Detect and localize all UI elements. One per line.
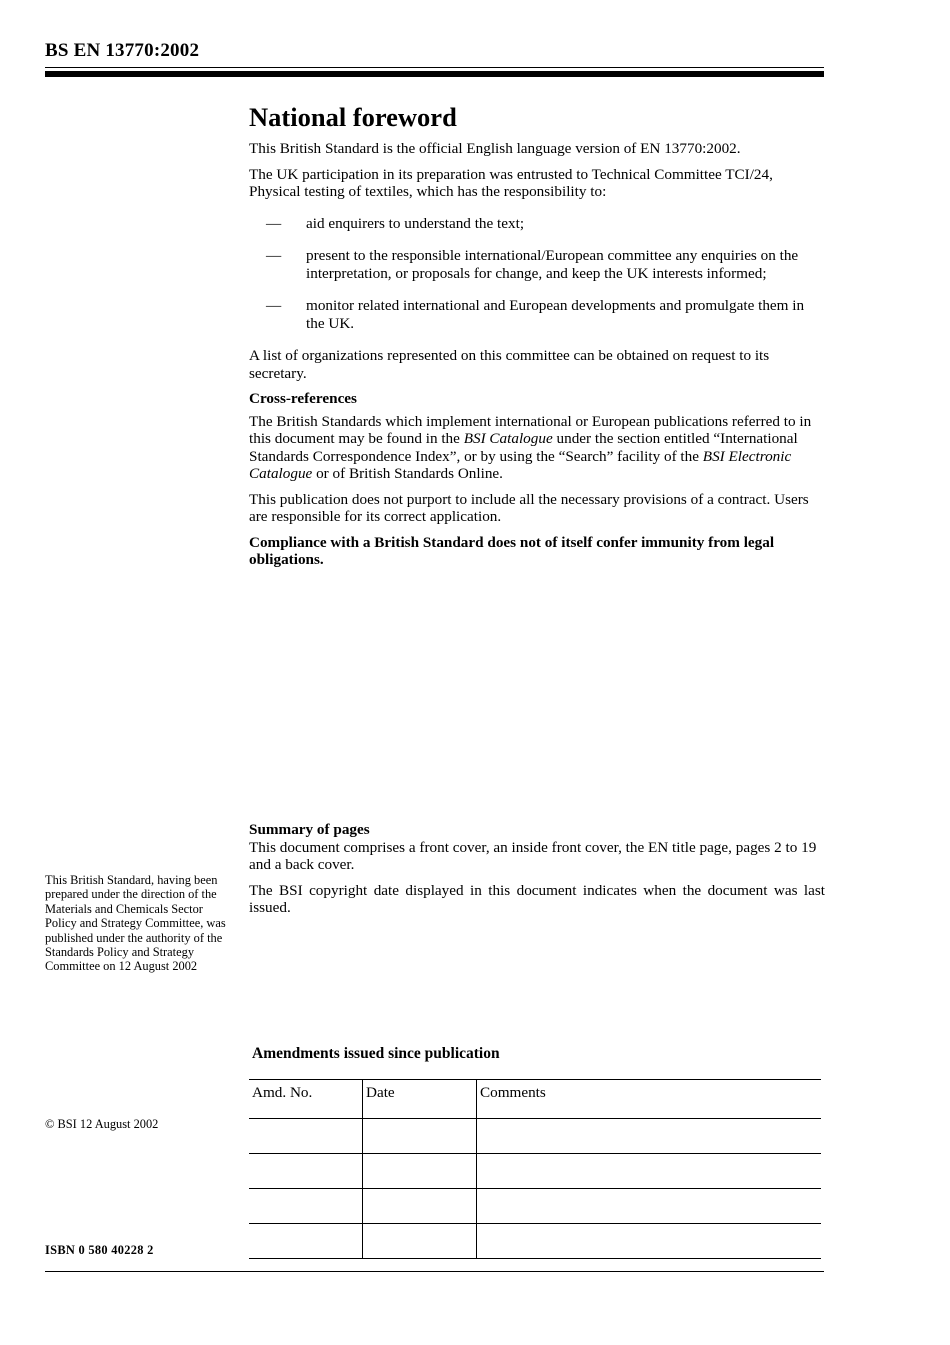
copyright-date-paragraph: The BSI copyright date displayed in this document indicates when the document was last issued.	[249, 881, 825, 916]
bsi-catalogue-ref: BSI Catalogue	[463, 430, 553, 447]
dash-marker: —	[266, 214, 282, 232]
cross-ref-text-2: under the section entitled “International Standards Correspondence Index”, or by using the “Search” facility of the	[249, 430, 798, 465]
table-cell	[477, 1189, 822, 1224]
summary-paragraph: This document comprises a front cover, an inside front cover, the EN title page, pages 2 to 19 and a back cover.	[249, 838, 817, 873]
table-row	[249, 1119, 821, 1154]
list-item	[249, 215, 825, 233]
table-cell	[477, 1154, 822, 1189]
isbn: ISBN 0 580 40228 2	[45, 1243, 154, 1257]
summary-section	[249, 821, 825, 925]
table-cell	[249, 1154, 363, 1189]
table-row	[249, 1189, 821, 1224]
table-cell	[477, 1224, 822, 1259]
header-rule-thick	[45, 71, 824, 77]
list-item-text: aid enquirers to understand the text;	[306, 214, 525, 232]
document-code: BS EN 13770:2002	[45, 40, 200, 61]
table-cell	[363, 1119, 477, 1154]
column-header-comments: Comments	[477, 1080, 822, 1119]
responsibility-list	[249, 215, 825, 333]
table-row	[249, 1154, 821, 1189]
participation-paragraph: The UK participation in its preparation was entrusted to Technical Committee TCI/24, Physical testing of textiles, which has the responsibility to:	[249, 165, 773, 200]
cross-ref-text-1: The British Standards which implement international or European publications referred to in this document may be found in the	[249, 412, 812, 447]
intro-paragraph: This British Standard is the official English language version of EN 13770:2002.	[249, 140, 741, 157]
copyright-notice: © BSI 12 August 2002	[45, 1117, 159, 1131]
column-header-date: Date	[363, 1080, 477, 1119]
table-cell	[249, 1189, 363, 1224]
bsi-electronic-catalogue-ref: BSI Electronic Catalogue	[249, 447, 792, 482]
list-item-text: present to the responsible international/European committee any enquiries on the interpretation, or proposals for change, and keep the UK interests informed;	[306, 247, 799, 282]
amendments-title: Amendments issued since publication	[252, 1045, 500, 1062]
foreword-section	[249, 100, 825, 577]
table-cell	[363, 1189, 477, 1224]
column-header-amd-no: Amd. No.	[249, 1080, 363, 1119]
list-item	[249, 297, 825, 332]
page-title: National foreword	[249, 102, 457, 132]
publication-side-note: This British Standard, having been prepared under the direction of the Materials and Chemicals Sector Policy and Strategy Committee, was published under the authority of the Standards Policy and Strategy Committee on 12 August 2002	[45, 873, 226, 974]
cross-references-heading: Cross-references	[249, 390, 357, 407]
table-cell	[363, 1224, 477, 1259]
table-cell	[249, 1119, 363, 1154]
header-rule-thin	[45, 67, 824, 68]
organizations-paragraph: A list of organizations represented on this committee can be obtained on request to its secretary.	[249, 347, 770, 382]
table-cell	[363, 1154, 477, 1189]
footer-rule	[45, 1271, 824, 1272]
table-row	[249, 1224, 821, 1259]
list-item-text: monitor related international and European developments and promulgate them in the UK.	[306, 297, 805, 332]
amendments-table	[249, 1079, 821, 1259]
provisions-paragraph: This publication does not purport to include all the necessary provisions of a contract. Users are responsible for its correct application.	[249, 490, 809, 525]
dash-marker: —	[266, 247, 282, 264]
table-header-row	[249, 1080, 821, 1119]
compliance-notice: Compliance with a British Standard does not of itself confer immunity from legal obligations.	[249, 533, 775, 568]
dash-marker: —	[266, 297, 282, 314]
cross-references-paragraph	[249, 413, 825, 483]
summary-heading: Summary of pages	[249, 821, 370, 838]
table-cell	[477, 1119, 822, 1154]
list-item	[249, 247, 825, 282]
cross-ref-text-3: or of British Standards Online.	[312, 465, 503, 482]
table-cell	[249, 1224, 363, 1259]
